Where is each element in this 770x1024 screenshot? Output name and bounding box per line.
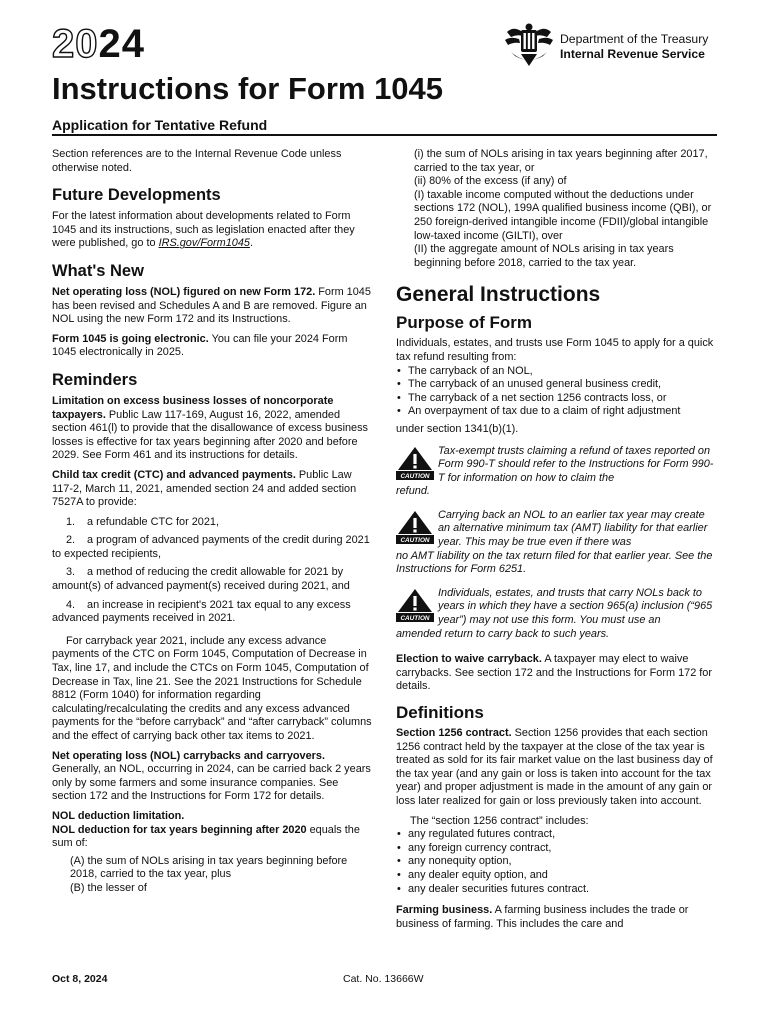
page-title: Instructions for Form 1045 xyxy=(52,71,444,106)
svg-text:CAUTION: CAUTION xyxy=(400,472,430,480)
reminders-heading: Reminders xyxy=(52,370,138,389)
ctc-item: 4. an increase in recipient's 2021 tax equal to any excess advanced payments received in 2021. xyxy=(52,598,351,625)
list-item: • An overpayment of tax due to a claim of right adjustment xyxy=(397,405,681,418)
form1045-link[interactable]: IRS.gov/Form1045 xyxy=(158,237,250,250)
svg-text:CAUTION: CAUTION xyxy=(400,614,430,622)
caution-block: CAUTION Carrying back an NOL to an earlier tax year may create an alternative minimum tax (AMT) liability for that earlier year. This may be true even if there was no AMT liability on the tax return filed for that earlier year. See the Instructions for Form 6251. xyxy=(396,508,713,576)
footer-cat-number: Cat. No. 13666W xyxy=(343,973,424,985)
ctc-item: 2. a program of advanced payments of the credit during 2021 to expected recipients, xyxy=(52,534,370,560)
caution-block: CAUTION Individuals, estates, and trusts that carry NOLs back to years in which they have a section 965(a) inclusion (“965 year”) may not use this form. You must use an amended return to carry back to such years. xyxy=(396,586,713,640)
purpose-tail: under section 1341(b)(1). xyxy=(396,422,519,435)
year xyxy=(52,24,145,64)
svg-text:CAUTION: CAUTION xyxy=(400,536,430,544)
list-I: (I) taxable income computed without the deductions under sections 172 (NOL), 199A qualified business income (QBI), or 250 foreign-derived intangible income (FDII)/global intangible low-taxed income (GILTI), over xyxy=(414,188,712,242)
nol-deduction-a: (A) the sum of NOLs arising in tax years beginning before 2018, carried to the tax year, plus xyxy=(70,854,348,881)
caution-icon xyxy=(396,510,434,544)
nol-form172-para: Net operating loss (NOL) figured on new Form 172. Form 1045 has been revised and Schedules A and B are removed. Figure an NOL using the new Form 172 and its Instructions. xyxy=(52,285,371,326)
waive-carryback-para: Election to waive carryback. A taxpayer may elect to waive carrybacks. See section 172 and the Instructions for Form 172 for details. xyxy=(396,653,712,693)
list-item: • any regulated futures contract, xyxy=(397,828,556,841)
general-instructions-heading: General Instructions xyxy=(396,283,601,307)
list-item: • The carryback of an unused general business credit, xyxy=(397,378,662,391)
irs-name: Internal Revenue Service xyxy=(560,47,705,61)
purpose-bullets xyxy=(396,365,716,419)
title-rule xyxy=(52,134,717,136)
carryback-2021-para: For carryback year 2021, include any excess advance payments of the CTC on Form 1045, Computation of Decrease in Tax, line 17, and include the CTCs on Form 1045, Computation of Decrease in Tax, line 21. See the 2021 Instructions for Schedule 8812 (Form 1040) for information regarding calculating/recalculating the credits and any excess advanced payments for the “before carryback” and “after carryback” columns and the effect of carrying back other tax items to 2021. xyxy=(52,634,372,742)
purpose-text: Individuals, estates, and trusts use Form 1045 to apply for a quick tax refund resulting from: xyxy=(396,337,714,363)
nol-deduction-block: NOL deduction limitation. NOL deduction for tax years beginning after 2020 equals the sum of: (A) the sum of NOLs arising in tax years beginning before 2018, carried to the tax year, plus (B) the lesser of xyxy=(52,810,372,896)
list-II: (II) the aggregate amount of NOLs arising in tax years beginning before 2018, carried to the tax year. xyxy=(414,243,674,269)
dept-name: Department of the Treasury xyxy=(560,32,709,46)
irs-eagle-logo-icon xyxy=(503,22,555,70)
right-column xyxy=(396,148,716,937)
list-item: • The carryback of a net section 1256 contracts loss, or xyxy=(397,391,667,404)
caution-icon xyxy=(396,588,434,622)
caution-block: CAUTION Tax-exempt trusts claiming a refund of taxes reported on Form 990-T should refer to the Instructions for Form 990-T for information on how to claim the refund. xyxy=(396,444,714,498)
list-item: • any foreign currency contract, xyxy=(397,841,552,854)
year-outline: 20 xyxy=(52,22,99,66)
nol-deduction-b: (B) the lesser of xyxy=(70,881,147,894)
whats-new-heading: What's New xyxy=(52,261,144,280)
nol-carryback-para: Net operating loss (NOL) carrybacks and carryovers. Generally, an NOL, occurring in 2024, can be carried back 2 years only by some farmers and some insurance companies. See section 172 and the Instructions for Form 172 for details. xyxy=(52,749,371,803)
electronic-para: Form 1045 is going electronic. You can file your 2024 Form 1045 electronically in 2025. xyxy=(52,332,348,359)
limitation-para: Limitation on excess business losses of noncorporate taxpayers. Public Law 117-169, August 16, 2022, amended section 461(l) to provide that the disallowance of excess business losses is effective for tax years beginning after 2020 and before 2029. See Form 461 and its instructions for details. xyxy=(52,394,369,462)
footer-date: Oct 8, 2024 xyxy=(52,973,108,985)
definitions-heading: Definitions xyxy=(396,703,484,722)
list-item: • any nonequity option, xyxy=(397,855,512,868)
farming-business-para: Farming business. A farming business includes the trade or business of farming. This includes the care and xyxy=(396,904,689,930)
year-solid: 24 xyxy=(98,22,145,66)
ctc-item: 1. a refundable CTC for 2021, xyxy=(66,515,220,528)
list-item: • The carryback of an NOL, xyxy=(397,364,533,377)
list-item: • any dealer securities futures contract. xyxy=(397,882,589,895)
purpose-heading: Purpose of Form xyxy=(396,313,533,333)
ctc-para: Child tax credit (CTC) and advanced payments. Public Law 117-2, March 11, 2021, amended section 24 and added section 7527A to provide: xyxy=(52,468,357,509)
intro-text: Section references are to the Internal Revenue Code unless otherwise noted. xyxy=(52,148,342,174)
section-1256-includes: The “section 1256 contract” includes: xyxy=(410,814,589,827)
nol-deduction-lead: NOL deduction limitation. xyxy=(52,809,185,822)
future-developments-text: For the latest information about developments related to Form 1045 and its instructions, such as legislation enacted after they were published, go to IRS.gov/Form1045. xyxy=(52,210,355,250)
left-column xyxy=(52,148,372,896)
section-1256-para: Section 1256 contract. Section 1256 provides that each section 1256 contract held by the taxpayer at the close of the tax year is treated as sold for its fair market value on the last business day of the tax year (and any gain or loss is taken into account for the tax year) and proper adjustment is made in the amount of any gain or loss later realized for gain or loss previously taken into account. xyxy=(396,727,713,807)
list-i: (i) the sum of NOLs arising in tax years beginning after 2017, carried to the tax year, or xyxy=(414,148,708,174)
section-1256-bullets xyxy=(396,828,716,896)
list-ii: (ii) 80% of the excess (if any) of xyxy=(414,175,567,188)
page-subtitle: Application for Tentative Refund xyxy=(52,117,268,133)
department-block xyxy=(560,32,708,62)
caution-icon xyxy=(396,446,434,480)
ctc-item: 3. a method of reducing the credit allowable for 2021 by amount(s) of advanced payment(s) received during 2021, and xyxy=(52,566,350,593)
list-item: • any dealer equity option, and xyxy=(397,868,548,881)
future-developments-heading: Future Developments xyxy=(52,186,221,205)
